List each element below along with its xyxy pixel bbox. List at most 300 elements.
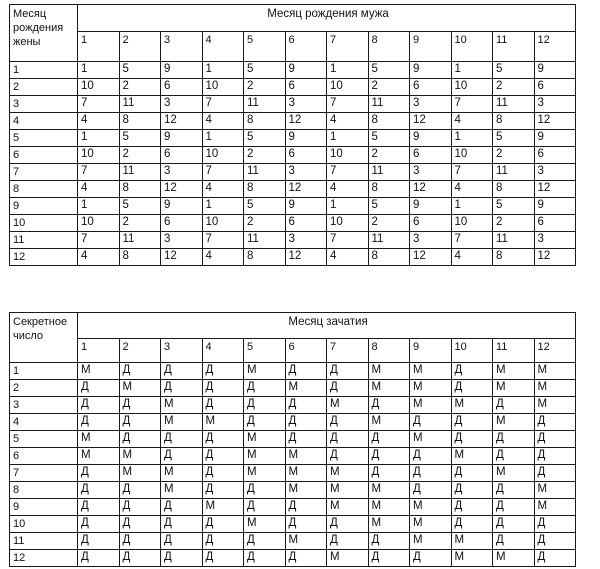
table-cell: 8 [493, 113, 535, 130]
table-cell: 4 [202, 181, 244, 198]
table-cell: Д [161, 363, 203, 380]
table-cell: М [368, 499, 410, 516]
table-cell: Д [534, 414, 576, 431]
table-cell: 9 [410, 130, 452, 147]
table-cell: М [119, 380, 161, 397]
table-cell: 7 [202, 232, 244, 249]
table-cell: 9 [161, 130, 203, 147]
table-cell: М [451, 533, 493, 550]
table-cell: Д [368, 465, 410, 482]
table-cell: М [368, 380, 410, 397]
table-cell: Д [285, 499, 327, 516]
table-cell: М [285, 533, 327, 550]
wife-birth-month-header: Месяц рождения жены [10, 5, 78, 62]
table-cell: 2 [244, 215, 286, 232]
table-cell: 7 [202, 164, 244, 181]
month-header-cell: 5 [244, 339, 286, 363]
table-cell: 8 [244, 249, 286, 266]
table-cell: Д [368, 448, 410, 465]
table-cell: Д [244, 397, 286, 414]
table-cell: М [202, 499, 244, 516]
table-cell: Д [368, 397, 410, 414]
husband-birth-month-table [9, 4, 576, 266]
table-cell: 6 [161, 215, 203, 232]
table-cell: М [78, 431, 120, 448]
table-cell: М [410, 516, 452, 533]
table-cell: М [244, 516, 286, 533]
table-cell: М [327, 482, 369, 499]
table-cell: 10 [451, 79, 493, 96]
table-cell: Д [244, 380, 286, 397]
table-cell: 8 [368, 249, 410, 266]
table-cell: Д [368, 533, 410, 550]
table-cell: 9 [161, 198, 203, 215]
table-cell: Д [78, 550, 120, 567]
table-cell: 7 [327, 232, 369, 249]
month-header-cell: 5 [244, 32, 286, 62]
row-label-cell: 6 [10, 448, 78, 465]
table-cell: М [410, 397, 452, 414]
table-cell: Д [78, 465, 120, 482]
table-cell: 11 [119, 164, 161, 181]
table-cell: Д [202, 397, 244, 414]
row-label-cell: 3 [10, 397, 78, 414]
table-cell: 8 [119, 181, 161, 198]
conception-month-table [9, 312, 576, 567]
table-cell: 12 [161, 113, 203, 130]
table-cell: М [119, 448, 161, 465]
table-cell: Д [119, 482, 161, 499]
table-cell: Д [202, 465, 244, 482]
table-cell: 12 [410, 249, 452, 266]
table-cell: М [327, 499, 369, 516]
table-cell: Д [410, 448, 452, 465]
table-cell: 5 [119, 198, 161, 215]
table-cell: Д [119, 397, 161, 414]
table-row [10, 516, 576, 533]
table-cell: 2 [368, 215, 410, 232]
table-cell: 5 [368, 198, 410, 215]
table-cell: 11 [368, 96, 410, 113]
table-cell: 11 [368, 232, 410, 249]
month-header-cell: 3 [161, 32, 203, 62]
table-cell: Д [410, 482, 452, 499]
table-cell: 1 [78, 62, 120, 79]
table-cell: 4 [451, 181, 493, 198]
table-row [10, 147, 576, 164]
table-cell: Д [78, 414, 120, 431]
table-cell: 8 [493, 249, 535, 266]
table-cell: Д [451, 363, 493, 380]
table-cell: 4 [78, 113, 120, 130]
table-cell: 6 [534, 79, 576, 96]
table-cell: 11 [368, 164, 410, 181]
table-cell: Д [410, 465, 452, 482]
table-cell: М [368, 516, 410, 533]
row-label-cell: 8 [10, 482, 78, 499]
table-row [10, 181, 576, 198]
table-cell: Д [119, 550, 161, 567]
table-cell: 5 [244, 62, 286, 79]
table-cell: М [410, 533, 452, 550]
table-cell: Д [244, 533, 286, 550]
table-cell: 12 [285, 113, 327, 130]
table-cell: Д [161, 380, 203, 397]
table-cell: 7 [327, 96, 369, 113]
table-cell: Д [202, 448, 244, 465]
table-cell: Д [202, 550, 244, 567]
table-cell: 9 [285, 198, 327, 215]
table-cell: 8 [368, 113, 410, 130]
table-cell: 12 [410, 113, 452, 130]
table-cell: 11 [244, 96, 286, 113]
table-cell: 10 [202, 79, 244, 96]
table-cell: 6 [534, 147, 576, 164]
table-cell: 3 [410, 164, 452, 181]
table-cell: Д [493, 431, 535, 448]
table-cell: Д [161, 499, 203, 516]
table-cell: М [202, 414, 244, 431]
table-cell: 11 [119, 232, 161, 249]
month-header-cell: 4 [202, 32, 244, 62]
table-cell: Д [244, 482, 286, 499]
table-cell: Д [534, 465, 576, 482]
table-row [10, 232, 576, 249]
row-label-cell: 1 [10, 62, 78, 79]
table-cell: Д [493, 482, 535, 499]
month-header-cell: 10 [451, 339, 493, 363]
table-row [10, 164, 576, 181]
table-cell: Д [78, 516, 120, 533]
table-cell: 1 [202, 198, 244, 215]
table-cell: М [493, 550, 535, 567]
table-cell: 12 [534, 113, 576, 130]
table-cell: 10 [78, 147, 120, 164]
table-row [10, 533, 576, 550]
row-label-cell: 11 [10, 533, 78, 550]
table-row [10, 482, 576, 499]
table-cell: Д [534, 516, 576, 533]
table-cell: 2 [119, 79, 161, 96]
table-cell: 1 [327, 198, 369, 215]
table-cell: Д [285, 550, 327, 567]
table-cell: М [119, 465, 161, 482]
table-cell: 7 [451, 232, 493, 249]
table-cell: 2 [119, 215, 161, 232]
table-row [10, 431, 576, 448]
table-cell: 6 [534, 215, 576, 232]
table-cell: М [451, 550, 493, 567]
row-label-cell: 12 [10, 550, 78, 567]
table-cell: Д [78, 533, 120, 550]
table-cell: Д [161, 516, 203, 533]
table-cell: 2 [244, 79, 286, 96]
table-cell: 8 [119, 249, 161, 266]
table-cell: 9 [534, 62, 576, 79]
table-cell: Д [451, 431, 493, 448]
table-cell: Д [368, 431, 410, 448]
table-cell: 10 [202, 147, 244, 164]
table-cell: 10 [327, 147, 369, 164]
month-header-cell: 7 [327, 32, 369, 62]
table-cell: 6 [285, 79, 327, 96]
table-cell: М [285, 448, 327, 465]
row-label-cell: 8 [10, 181, 78, 198]
month-header-cell: 1 [78, 32, 120, 62]
table-cell: 7 [451, 164, 493, 181]
table-cell: 10 [451, 215, 493, 232]
row-label-cell: 4 [10, 414, 78, 431]
table-cell: 8 [244, 181, 286, 198]
table-cell: Д [78, 482, 120, 499]
table-cell: 3 [285, 232, 327, 249]
table-cell: М [493, 363, 535, 380]
table-cell: М [244, 363, 286, 380]
table-cell: М [161, 482, 203, 499]
table-cell: Д [327, 448, 369, 465]
table-cell: 8 [368, 181, 410, 198]
table-cell: Д [78, 397, 120, 414]
row-label-cell: 4 [10, 113, 78, 130]
table-cell: М [534, 397, 576, 414]
table-row [10, 198, 576, 215]
table-row [10, 249, 576, 266]
table-cell: 1 [451, 198, 493, 215]
table-cell: 5 [119, 130, 161, 147]
row-label-cell: 9 [10, 198, 78, 215]
table-row [10, 465, 576, 482]
table-cell: Д [285, 431, 327, 448]
table-cell: М [161, 465, 203, 482]
table-cell: М [493, 414, 535, 431]
table-cell: М [78, 363, 120, 380]
table-cell: 3 [534, 96, 576, 113]
table-row [10, 448, 576, 465]
month-header-cell: 8 [368, 339, 410, 363]
table-cell: М [410, 363, 452, 380]
table-row [10, 550, 576, 567]
table-row [10, 62, 576, 79]
table-cell: 1 [451, 130, 493, 147]
table-cell: Д [161, 431, 203, 448]
table-cell: М [534, 380, 576, 397]
row-label-cell: 3 [10, 96, 78, 113]
table-cell: 6 [161, 147, 203, 164]
table-cell: Д [534, 550, 576, 567]
table-cell: Д [451, 516, 493, 533]
month-header-row [10, 339, 576, 363]
table-cell: М [493, 465, 535, 482]
table-row [10, 130, 576, 147]
table-cell: Д [327, 414, 369, 431]
table-cell: Д [244, 499, 286, 516]
table-cell: 1 [327, 130, 369, 147]
table-cell: 7 [78, 96, 120, 113]
table-cell: М [285, 465, 327, 482]
table-cell: 2 [119, 147, 161, 164]
month-header-cell: 11 [493, 32, 535, 62]
table-cell: 12 [534, 249, 576, 266]
table-cell: 7 [202, 96, 244, 113]
table-cell: 11 [493, 232, 535, 249]
table-cell: Д [202, 380, 244, 397]
month-header-cell: 8 [368, 32, 410, 62]
table-cell: 6 [410, 147, 452, 164]
row-label-cell: 10 [10, 516, 78, 533]
table-cell: 3 [534, 232, 576, 249]
month-header-cell: 9 [410, 339, 452, 363]
month-header-cell: 4 [202, 339, 244, 363]
table-cell: 7 [451, 96, 493, 113]
table-cell: Д [493, 499, 535, 516]
month-header-cell: 2 [119, 339, 161, 363]
table-cell: Д [119, 516, 161, 533]
table-cell: Д [451, 414, 493, 431]
table-cell: 2 [244, 147, 286, 164]
row-label-cell: 1 [10, 363, 78, 380]
table-cell: 4 [451, 249, 493, 266]
table-row [10, 363, 576, 380]
table-cell: 12 [285, 249, 327, 266]
table-cell: 10 [327, 215, 369, 232]
table-cell: Д [285, 397, 327, 414]
table-row [10, 397, 576, 414]
table-cell: 5 [368, 62, 410, 79]
month-header-cell: 11 [493, 339, 535, 363]
table-cell: 3 [410, 232, 452, 249]
table-cell: 6 [410, 79, 452, 96]
table-cell: 8 [119, 113, 161, 130]
table-cell: Д [78, 380, 120, 397]
table-row [10, 499, 576, 516]
table-cell: Д [285, 516, 327, 533]
row-label-cell: 7 [10, 164, 78, 181]
table-cell: 5 [493, 198, 535, 215]
row-label-cell: 7 [10, 465, 78, 482]
table-cell: 6 [161, 79, 203, 96]
table-cell: М [368, 414, 410, 431]
row-label-cell: 11 [10, 232, 78, 249]
table-cell: М [451, 448, 493, 465]
table-cell: 10 [327, 79, 369, 96]
table-cell: 7 [78, 164, 120, 181]
table-cell: 12 [161, 249, 203, 266]
table-cell: 1 [202, 62, 244, 79]
table-cell: Д [119, 363, 161, 380]
table-cell: Д [410, 414, 452, 431]
table-cell: 12 [534, 181, 576, 198]
secret-number-header: Секретное число [10, 313, 78, 363]
table-cell: Д [78, 499, 120, 516]
table-cell: М [368, 482, 410, 499]
table-cell: Д [327, 363, 369, 380]
table-cell: 6 [285, 147, 327, 164]
month-header-cell: 9 [410, 32, 452, 62]
table-cell: 12 [285, 181, 327, 198]
table-cell: 3 [410, 96, 452, 113]
table-cell: 3 [285, 164, 327, 181]
table-cell: 11 [119, 96, 161, 113]
table-cell: 4 [202, 249, 244, 266]
table-cell: Д [534, 431, 576, 448]
table-cell: 3 [534, 164, 576, 181]
table-cell: 11 [244, 164, 286, 181]
table-cell: М [285, 482, 327, 499]
table-cell: 4 [78, 181, 120, 198]
month-header-cell: 10 [451, 32, 493, 62]
table-cell: 9 [285, 130, 327, 147]
table-cell: 5 [119, 62, 161, 79]
row-label-cell: 2 [10, 79, 78, 96]
table-cell: 12 [410, 181, 452, 198]
table-cell: Д [534, 448, 576, 465]
table-row [10, 79, 576, 96]
table-cell: 10 [202, 215, 244, 232]
month-header-cell: 12 [534, 339, 576, 363]
table-cell: Д [119, 533, 161, 550]
table-row [10, 414, 576, 431]
table-cell: 3 [285, 96, 327, 113]
table-cell: М [244, 465, 286, 482]
table-cell: 5 [368, 130, 410, 147]
table-cell: Д [285, 414, 327, 431]
table-cell: Д [327, 516, 369, 533]
table-cell: 10 [78, 79, 120, 96]
table-cell: М [534, 482, 576, 499]
table-cell: М [410, 499, 452, 516]
table-row [10, 380, 576, 397]
row-label-cell: 9 [10, 499, 78, 516]
table-cell: 2 [368, 79, 410, 96]
table-cell: М [534, 363, 576, 380]
row-label-cell: 12 [10, 249, 78, 266]
table-row [10, 113, 576, 130]
table-cell: М [493, 380, 535, 397]
table-cell: 2 [493, 79, 535, 96]
table-cell: Д [119, 431, 161, 448]
table-cell: 9 [285, 62, 327, 79]
table-cell: Д [244, 414, 286, 431]
row-label-cell: 5 [10, 431, 78, 448]
table-cell: 9 [534, 198, 576, 215]
table-cell: 3 [161, 232, 203, 249]
table-cell: 5 [493, 62, 535, 79]
table-cell: Д [202, 516, 244, 533]
table-cell: М [78, 448, 120, 465]
table-cell: М [410, 431, 452, 448]
table-cell: Д [493, 533, 535, 550]
table-cell: 3 [161, 96, 203, 113]
table-cell: 5 [244, 198, 286, 215]
table-cell: М [244, 431, 286, 448]
table-cell: 10 [78, 215, 120, 232]
table-cell: 11 [493, 164, 535, 181]
table-cell: 11 [244, 232, 286, 249]
table-cell: Д [410, 550, 452, 567]
table-cell: 2 [493, 215, 535, 232]
table-cell: Д [202, 431, 244, 448]
month-header-cell: 7 [327, 339, 369, 363]
table-cell: 11 [493, 96, 535, 113]
table-cell: 5 [244, 130, 286, 147]
table-cell: 8 [493, 181, 535, 198]
table-cell: 4 [327, 181, 369, 198]
table-cell: Д [451, 465, 493, 482]
table-cell: М [285, 380, 327, 397]
table-cell: Д [119, 414, 161, 431]
table-cell: 10 [451, 147, 493, 164]
table-cell: 7 [327, 164, 369, 181]
